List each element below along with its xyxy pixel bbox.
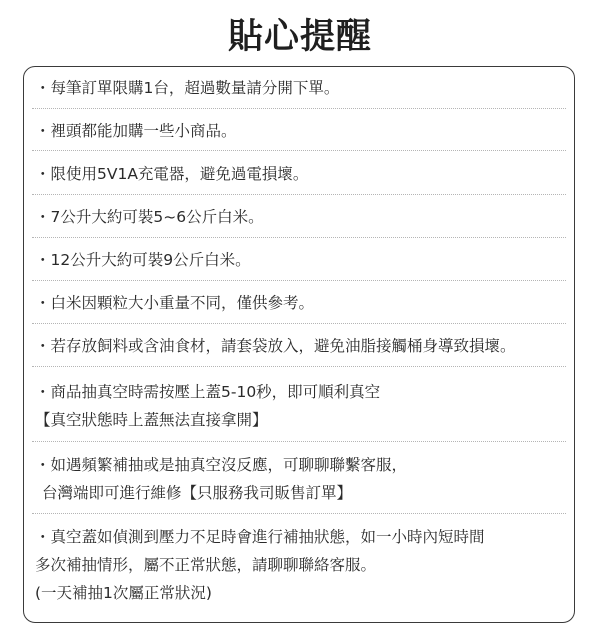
- reminder-text: 多次補抽情形，屬不正常狀態，請聊聊聯絡客服。: [35, 556, 377, 574]
- dotted-divider: [32, 194, 566, 195]
- reminder-text: 【真空狀態時上蓋無法直接拿開】: [35, 411, 268, 429]
- reminder-item-2: [24, 117, 574, 145]
- reminder-text: ・裡頭都能加購一些小商品。: [35, 122, 237, 140]
- reminder-item-5: [24, 246, 574, 274]
- reminder-item-8: [24, 378, 574, 434]
- dotted-divider: [32, 513, 566, 514]
- reminder-text: ・商品抽真空時需按壓上蓋5-10秒，即可順利真空: [35, 383, 381, 401]
- dotted-divider: [32, 366, 566, 367]
- reminder-item-7: [24, 332, 574, 360]
- reminder-text: (一天補抽1次屬正常狀況): [35, 584, 212, 602]
- reminder-text: ・7公升大約可裝5~6公斤白米。: [35, 208, 264, 226]
- dotted-divider: [32, 323, 566, 324]
- reminder-box: [23, 66, 575, 623]
- reminder-item-1: [24, 74, 574, 102]
- dotted-divider: [32, 150, 566, 151]
- reminder-text: ・12公升大約可裝9公斤白米。: [35, 251, 251, 269]
- reminder-text: ・每筆訂單限購1台，超過數量請分開下單。: [35, 79, 340, 97]
- reminder-item-9: [24, 451, 574, 507]
- reminder-text: ・若存放飼料或含油食材，請套袋放入，避免油脂接觸桶身導致損壞。: [35, 337, 516, 355]
- reminder-text: ・如遇頻繁補抽或是抽真空沒反應，可聊聊聯繫客服，: [35, 456, 408, 474]
- reminder-text: ・真空蓋如偵測到壓力不足時會進行補抽狀態，如一小時內短時間: [35, 528, 485, 546]
- dotted-divider: [32, 280, 566, 281]
- reminder-item-6: [24, 289, 574, 317]
- reminder-item-4: [24, 203, 574, 231]
- reminder-text: ・限使用5V1A充電器，避免過電損壞。: [35, 165, 309, 183]
- dotted-divider: [32, 441, 566, 442]
- reminder-text: 台灣端即可進行維修【只服務我司販售訂單】: [42, 484, 353, 502]
- page-title: 貼心提醒: [227, 17, 372, 57]
- reminder-item-3: [24, 160, 574, 188]
- dotted-divider: [32, 237, 566, 238]
- reminder-text: ・白米因顆粒大小重量不同，僅供參考。: [35, 294, 315, 312]
- dotted-divider: [32, 108, 566, 109]
- reminder-item-10: [24, 523, 574, 607]
